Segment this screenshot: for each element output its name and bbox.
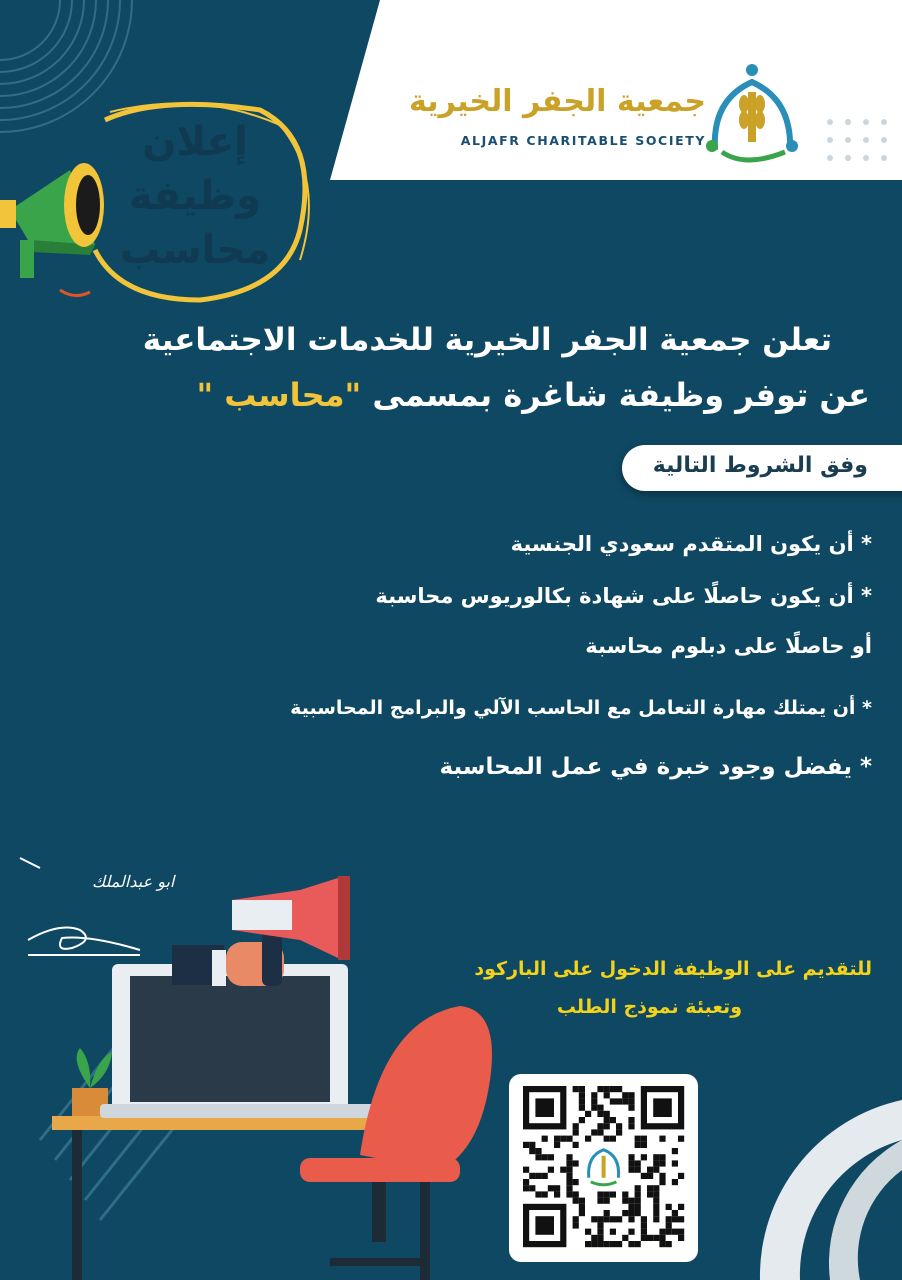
requirement-diploma: أو حاصلًا على دبلوم محاسبة [585,634,872,658]
headline-line2 [196,376,870,414]
signature-name: ابو عبدالملك [92,872,175,891]
conditions-title: وفق الشروط التالية [652,453,868,478]
requirement-nationality: * أن يكون المتقدم سعودي الجنسية [510,532,872,556]
badge-line-announcement: إعلان [142,119,248,165]
apply-instruction-line1: للتقديم على الوظيفة الدخول على الباركود [474,958,872,980]
qr-code-pattern [509,1074,698,1262]
requirement-computer-skills: * أن يمتلك مهارة التعامل مع الحاسب الآلي والبرامج المحاسبية [290,697,872,719]
laptop-illustration [100,964,410,1118]
headline-line2-prefix: عن توفر وظيفة شاغرة بمسمى [372,376,870,414]
badge-line-accountant: محاسب [119,227,271,273]
badge-line-job: وظيفة [129,173,261,219]
headline-line1: تعلن جمعية الجفر الخيرية للخدمات الاجتماعية [142,322,832,358]
apply-instruction-line2: وتعبئة نموذج الطلب [556,996,742,1018]
conditions-title-pill [622,445,902,491]
qr-code[interactable] [509,1074,698,1262]
headline-job-title: "محاسب " [196,376,362,414]
org-name-english: ALJAFR CHARITABLE SOCIETY [460,133,706,148]
org-name-arabic: جمعية الجفر الخيرية [409,84,706,119]
requirement-bachelor: * أن يكون حاصلًا على شهادة بكالوريوس محاسبة [375,584,872,608]
requirement-experience: * يفضل وجود خبرة في عمل المحاسبة [439,754,872,780]
megaphone-icon [0,163,104,278]
